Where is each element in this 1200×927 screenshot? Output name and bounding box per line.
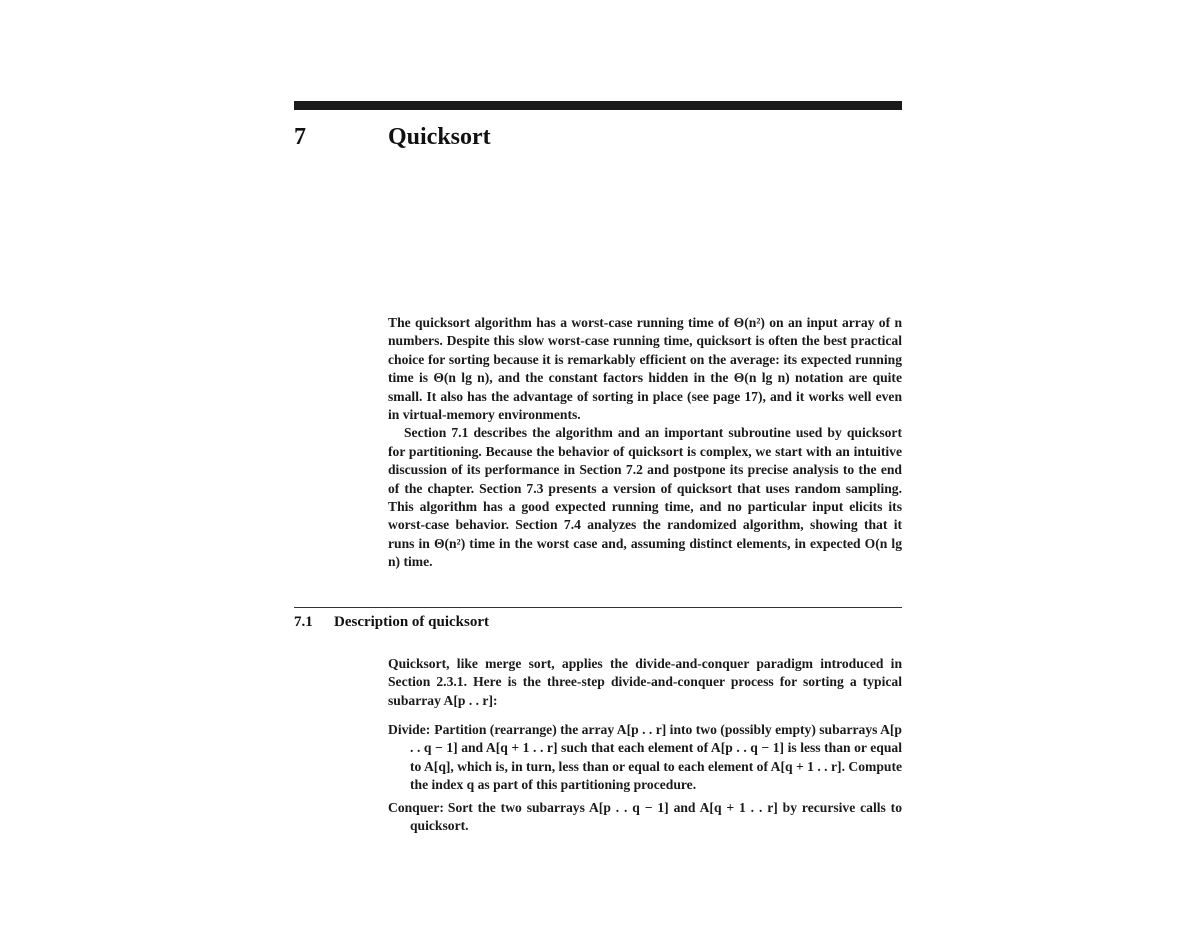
step-description: Sort the two subarrays A[p . . q − 1] and A[q + 1 . . r] by recursive calls to quicksort. (410, 799, 902, 834)
intro-paragraph-2: Section 7.1 describes the algorithm and an important subroutine used by quicksort for partitioning. Because the behavior of quicksort is complex, we start with an intuitive discussion of its performance in Section 7.2 and postpone its precise analysis to the end of the chapter. Section 7.3 presents a version of quicksort that uses random sampling. This algorithm has a good expected running time, and no particular input elicits its worst-case behavior. Section 7.4 analyzes the randomized algorithm, showing that it runs in Θ(n²) time in the worst case and, assuming distinct elements, in expected O(n lg n) time. (388, 425, 902, 570)
chapter-title: Quicksort (388, 124, 491, 150)
step-term: Conquer: (388, 799, 444, 815)
section-rule (294, 607, 902, 608)
step-conquer (388, 799, 902, 836)
section-intro-paragraph: Quicksort, like merge sort, applies the divide-and-conquer paradigm introduced in Section 2.3.1. Here is the three-step divide-and-conquer process for sorting a typical subarray A[p . . r]: (388, 656, 902, 708)
chapter-rule (294, 101, 902, 110)
step-description: Partition (rearrange) the array A[p . . r] into two (possibly empty) subarrays A[p . . q − 1] and A[q + 1 . . r] such that each element of A[p . . q − 1] is less than or equal to A[q], which is, in turn, less than or equal to each element of A[q + 1 . . r]. Compute the index q as part of this partitioning procedure. (410, 722, 902, 793)
section-heading (294, 612, 489, 632)
step-term: Divide: (388, 722, 431, 737)
intro-paragraph-1: The quicksort algorithm has a worst-case running time of Θ(n²) on an input array of n numbers. Despite this slow worst-case running time, quicksort is often the best practical choice for sorting because it is remarkably efficient on the average: its expected running time is Θ(n lg n), and the constant factors hidden in the Θ(n lg n) notation are quite small. It also has the advantage of sorting in place (see page 17), and it works well even in virtual-memory environments. (388, 315, 902, 423)
step-list (388, 721, 902, 839)
chapter-intro (388, 314, 902, 572)
section-title: Description of quicksort (334, 614, 489, 630)
chapter-number: 7 (294, 124, 306, 150)
step-divide (388, 721, 902, 795)
section-intro (388, 655, 902, 710)
section-number: 7.1 (294, 614, 313, 630)
